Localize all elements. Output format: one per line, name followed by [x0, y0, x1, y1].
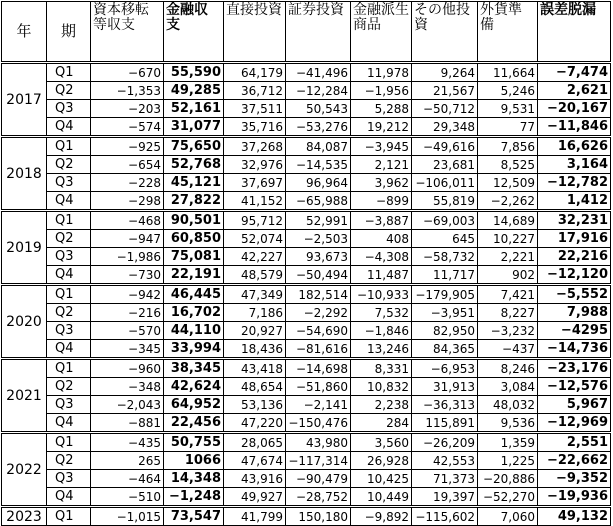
- capital-account-cell: −574: [91, 118, 164, 137]
- reserve-assets-cell: 14,689: [478, 211, 538, 230]
- errors-omissions-cell: −7,474: [538, 63, 611, 82]
- errors-omissions-cell: −14,736: [538, 340, 611, 359]
- capital-account-cell: −203: [91, 100, 164, 118]
- other-investment-cell: 115,891: [412, 414, 478, 433]
- table-row: [2, 396, 611, 414]
- direct-investment-cell: 37,697: [224, 174, 286, 192]
- derivatives-cell: 284: [351, 414, 412, 433]
- table-row: [2, 322, 611, 340]
- other-investment-cell: 84,365: [412, 340, 478, 359]
- direct-investment-cell: 47,220: [224, 414, 286, 433]
- financial-account-cell: 38,345: [164, 359, 224, 378]
- derivatives-cell: 10,449: [351, 488, 412, 507]
- capital-account-cell: −942: [91, 285, 164, 304]
- errors-omissions-cell: −22,662: [538, 452, 611, 470]
- header-financial-account: 金融収支: [164, 2, 224, 63]
- derivatives-cell: 11,978: [351, 63, 412, 82]
- other-investment-cell: −6,953: [412, 359, 478, 378]
- quarter-cell: Q4: [47, 118, 91, 137]
- direct-investment-cell: 43,418: [224, 359, 286, 378]
- derivatives-cell: 408: [351, 230, 412, 248]
- table-row: [2, 82, 611, 100]
- financial-account-cell: 27,822: [164, 192, 224, 211]
- other-investment-cell: −36,313: [412, 396, 478, 414]
- year-cell: 2020: [2, 285, 47, 359]
- quarter-cell: Q3: [47, 100, 91, 118]
- financial-account-cell: 75,650: [164, 137, 224, 156]
- portfolio-investment-cell: −51,860: [286, 378, 351, 396]
- financial-account-cell: 45,121: [164, 174, 224, 192]
- reserve-assets-cell: 9,536: [478, 414, 538, 433]
- capital-account-cell: 265: [91, 452, 164, 470]
- table-row: [2, 470, 611, 488]
- quarter-cell: Q1: [47, 433, 91, 452]
- quarter-cell: Q3: [47, 248, 91, 266]
- reserve-assets-cell: 1,225: [478, 452, 538, 470]
- table-row: [2, 340, 611, 359]
- table-row: [2, 156, 611, 174]
- direct-investment-cell: 41,152: [224, 192, 286, 211]
- quarter-cell: Q1: [47, 285, 91, 304]
- table-row: [2, 488, 611, 507]
- errors-omissions-cell: 22,216: [538, 248, 611, 266]
- financial-account-cell: 33,994: [164, 340, 224, 359]
- reserve-assets-cell: 7,421: [478, 285, 538, 304]
- other-investment-cell: 21,567: [412, 82, 478, 100]
- year-cell: 2021: [2, 359, 47, 433]
- other-investment-cell: −58,732: [412, 248, 478, 266]
- errors-omissions-cell: 17,916: [538, 230, 611, 248]
- errors-omissions-cell: 2,621: [538, 82, 611, 100]
- header-capital-account: 資本移転等収支: [91, 2, 164, 63]
- quarter-cell: Q4: [47, 414, 91, 433]
- errors-omissions-cell: 7,988: [538, 304, 611, 322]
- other-investment-cell: 42,553: [412, 452, 478, 470]
- header-direct-investment: 直接投資: [224, 2, 286, 63]
- financial-account-cell: 90,501: [164, 211, 224, 230]
- derivatives-cell: 7,532: [351, 304, 412, 322]
- other-investment-cell: 71,373: [412, 470, 478, 488]
- year-cell: 2018: [2, 137, 47, 211]
- portfolio-investment-cell: −54,690: [286, 322, 351, 340]
- portfolio-investment-cell: −50,494: [286, 266, 351, 285]
- errors-omissions-cell: −12,120: [538, 266, 611, 285]
- financial-account-cell: 44,110: [164, 322, 224, 340]
- table-row: [2, 378, 611, 396]
- reserve-assets-cell: 3,084: [478, 378, 538, 396]
- reserve-assets-cell: 7,060: [478, 507, 538, 526]
- other-investment-cell: 82,950: [412, 322, 478, 340]
- errors-omissions-cell: 32,231: [538, 211, 611, 230]
- financial-account-cell: 64,952: [164, 396, 224, 414]
- reserve-assets-cell: −52,270: [478, 488, 538, 507]
- reserve-assets-cell: 8,525: [478, 156, 538, 174]
- table-row: [2, 433, 611, 452]
- portfolio-investment-cell: 96,964: [286, 174, 351, 192]
- portfolio-investment-cell: −2,292: [286, 304, 351, 322]
- other-investment-cell: −3,951: [412, 304, 478, 322]
- errors-omissions-cell: 2,551: [538, 433, 611, 452]
- reserve-assets-cell: 11,664: [478, 63, 538, 82]
- financial-account-cell: 73,547: [164, 507, 224, 526]
- financial-account-cell: −1,248: [164, 488, 224, 507]
- portfolio-investment-cell: −65,988: [286, 192, 351, 211]
- errors-omissions-cell: −12,969: [538, 414, 611, 433]
- table-row: [2, 63, 611, 82]
- year-cell: 2023: [2, 507, 47, 526]
- other-investment-cell: −106,011: [412, 174, 478, 192]
- quarter-cell: Q1: [47, 507, 91, 526]
- other-investment-cell: −50,712: [412, 100, 478, 118]
- direct-investment-cell: 32,976: [224, 156, 286, 174]
- portfolio-investment-cell: −2,503: [286, 230, 351, 248]
- errors-omissions-cell: −23,176: [538, 359, 611, 378]
- capital-account-cell: −2,043: [91, 396, 164, 414]
- capital-account-cell: −345: [91, 340, 164, 359]
- other-investment-cell: −179,905: [412, 285, 478, 304]
- other-investment-cell: 11,717: [412, 266, 478, 285]
- header-quarter: 期: [47, 2, 91, 63]
- table-row: [2, 137, 611, 156]
- direct-investment-cell: 49,927: [224, 488, 286, 507]
- quarter-cell: Q4: [47, 488, 91, 507]
- derivatives-cell: −899: [351, 192, 412, 211]
- reserve-assets-cell: 77: [478, 118, 538, 137]
- header-year: 年: [2, 2, 47, 63]
- year-cell: 2017: [2, 63, 47, 137]
- table-row: [2, 359, 611, 378]
- table-row: [2, 452, 611, 470]
- financial-account-cell: 31,077: [164, 118, 224, 137]
- portfolio-investment-cell: 93,673: [286, 248, 351, 266]
- financial-account-cell: 14,348: [164, 470, 224, 488]
- other-investment-cell: −69,003: [412, 211, 478, 230]
- errors-omissions-cell: −12,782: [538, 174, 611, 192]
- errors-omissions-cell: −5,552: [538, 285, 611, 304]
- header-portfolio-investment: 証券投資: [286, 2, 351, 63]
- header-errors-omissions: 誤差脱漏: [538, 2, 611, 63]
- direct-investment-cell: 36,712: [224, 82, 286, 100]
- reserve-assets-cell: 8,227: [478, 304, 538, 322]
- financial-account-cell: 46,445: [164, 285, 224, 304]
- financial-account-cell: 60,850: [164, 230, 224, 248]
- direct-investment-cell: 28,065: [224, 433, 286, 452]
- portfolio-investment-cell: −117,314: [286, 452, 351, 470]
- financial-account-cell: 22,191: [164, 266, 224, 285]
- portfolio-investment-cell: −53,276: [286, 118, 351, 137]
- table-row: [2, 211, 611, 230]
- year-cell: 2019: [2, 211, 47, 285]
- derivatives-cell: 19,212: [351, 118, 412, 137]
- capital-account-cell: −881: [91, 414, 164, 433]
- direct-investment-cell: 35,716: [224, 118, 286, 137]
- quarter-cell: Q1: [47, 359, 91, 378]
- reserve-assets-cell: 5,246: [478, 82, 538, 100]
- direct-investment-cell: 42,227: [224, 248, 286, 266]
- derivatives-cell: 11,487: [351, 266, 412, 285]
- direct-investment-cell: 7,186: [224, 304, 286, 322]
- capital-account-cell: −730: [91, 266, 164, 285]
- portfolio-investment-cell: 182,514: [286, 285, 351, 304]
- other-investment-cell: −26,209: [412, 433, 478, 452]
- direct-investment-cell: 37,268: [224, 137, 286, 156]
- portfolio-investment-cell: −150,476: [286, 414, 351, 433]
- derivatives-cell: 2,121: [351, 156, 412, 174]
- errors-omissions-cell: −9,352: [538, 470, 611, 488]
- other-investment-cell: 9,264: [412, 63, 478, 82]
- capital-account-cell: −298: [91, 192, 164, 211]
- reserve-assets-cell: −3,232: [478, 322, 538, 340]
- derivatives-cell: 8,331: [351, 359, 412, 378]
- portfolio-investment-cell: −90,479: [286, 470, 351, 488]
- derivatives-cell: −1,846: [351, 322, 412, 340]
- derivatives-cell: 10,425: [351, 470, 412, 488]
- direct-investment-cell: 37,511: [224, 100, 286, 118]
- year-cell: 2022: [2, 433, 47, 507]
- other-investment-cell: 55,819: [412, 192, 478, 211]
- quarter-cell: Q2: [47, 82, 91, 100]
- derivatives-cell: 5,288: [351, 100, 412, 118]
- table-body: [2, 63, 611, 526]
- portfolio-investment-cell: −14,535: [286, 156, 351, 174]
- quarter-cell: Q3: [47, 470, 91, 488]
- header-reserve-assets: 外貨準備: [478, 2, 538, 63]
- capital-account-cell: −570: [91, 322, 164, 340]
- financial-account-cell: 42,624: [164, 378, 224, 396]
- derivatives-cell: −9,892: [351, 507, 412, 526]
- capital-account-cell: −435: [91, 433, 164, 452]
- direct-investment-cell: 20,927: [224, 322, 286, 340]
- quarter-cell: Q4: [47, 340, 91, 359]
- capital-account-cell: −464: [91, 470, 164, 488]
- portfolio-investment-cell: −28,752: [286, 488, 351, 507]
- errors-omissions-cell: −4295: [538, 322, 611, 340]
- portfolio-investment-cell: 150,180: [286, 507, 351, 526]
- table-row: [2, 507, 611, 526]
- financial-account-cell: 55,590: [164, 63, 224, 82]
- table-row: [2, 304, 611, 322]
- quarter-cell: Q2: [47, 156, 91, 174]
- derivatives-cell: −3,945: [351, 137, 412, 156]
- portfolio-investment-cell: 50,543: [286, 100, 351, 118]
- capital-account-cell: −947: [91, 230, 164, 248]
- financial-account-cell: 50,755: [164, 433, 224, 452]
- quarter-cell: Q1: [47, 211, 91, 230]
- other-investment-cell: 29,348: [412, 118, 478, 137]
- quarter-cell: Q2: [47, 452, 91, 470]
- financial-account-cell: 52,161: [164, 100, 224, 118]
- header-other-investment: その他投資: [412, 2, 478, 63]
- derivatives-cell: 13,246: [351, 340, 412, 359]
- derivatives-cell: −4,308: [351, 248, 412, 266]
- quarter-cell: Q2: [47, 230, 91, 248]
- portfolio-investment-cell: 52,991: [286, 211, 351, 230]
- derivatives-cell: −3,887: [351, 211, 412, 230]
- derivatives-cell: 10,832: [351, 378, 412, 396]
- header-financial-derivatives: 金融派生商品: [351, 2, 412, 63]
- capital-account-cell: −1,353: [91, 82, 164, 100]
- financial-account-cell: 22,456: [164, 414, 224, 433]
- errors-omissions-cell: 16,626: [538, 137, 611, 156]
- derivatives-cell: −1,956: [351, 82, 412, 100]
- financial-account-cell: 49,285: [164, 82, 224, 100]
- errors-omissions-cell: −12,576: [538, 378, 611, 396]
- table-row: [2, 285, 611, 304]
- derivatives-cell: −10,933: [351, 285, 412, 304]
- other-investment-cell: 31,913: [412, 378, 478, 396]
- other-investment-cell: 19,397: [412, 488, 478, 507]
- table-row: [2, 266, 611, 285]
- direct-investment-cell: 43,916: [224, 470, 286, 488]
- quarter-cell: Q4: [47, 192, 91, 211]
- derivatives-cell: 3,962: [351, 174, 412, 192]
- table-row: [2, 100, 611, 118]
- portfolio-investment-cell: −2,141: [286, 396, 351, 414]
- capital-account-cell: −228: [91, 174, 164, 192]
- quarter-cell: Q4: [47, 266, 91, 285]
- derivatives-cell: 26,928: [351, 452, 412, 470]
- direct-investment-cell: 18,436: [224, 340, 286, 359]
- other-investment-cell: −115,602: [412, 507, 478, 526]
- direct-investment-cell: 41,799: [224, 507, 286, 526]
- balance-of-payments-table: [1, 1, 611, 526]
- portfolio-investment-cell: −81,616: [286, 340, 351, 359]
- direct-investment-cell: 47,349: [224, 285, 286, 304]
- reserve-assets-cell: 10,227: [478, 230, 538, 248]
- derivatives-cell: 3,560: [351, 433, 412, 452]
- quarter-cell: Q3: [47, 322, 91, 340]
- errors-omissions-cell: 5,967: [538, 396, 611, 414]
- financial-account-cell: 16,702: [164, 304, 224, 322]
- reserve-assets-cell: 2,221: [478, 248, 538, 266]
- quarter-cell: Q3: [47, 174, 91, 192]
- financial-account-cell: 52,768: [164, 156, 224, 174]
- financial-account-cell: 75,081: [164, 248, 224, 266]
- capital-account-cell: −654: [91, 156, 164, 174]
- direct-investment-cell: 95,712: [224, 211, 286, 230]
- quarter-cell: Q2: [47, 304, 91, 322]
- portfolio-investment-cell: 43,980: [286, 433, 351, 452]
- table-row: [2, 174, 611, 192]
- table-row: [2, 414, 611, 433]
- reserve-assets-cell: −437: [478, 340, 538, 359]
- errors-omissions-cell: −11,846: [538, 118, 611, 137]
- capital-account-cell: −960: [91, 359, 164, 378]
- other-investment-cell: −49,616: [412, 137, 478, 156]
- capital-account-cell: −348: [91, 378, 164, 396]
- capital-account-cell: −468: [91, 211, 164, 230]
- other-investment-cell: 23,681: [412, 156, 478, 174]
- table-row: [2, 248, 611, 266]
- reserve-assets-cell: −20,886: [478, 470, 538, 488]
- direct-investment-cell: 48,579: [224, 266, 286, 285]
- errors-omissions-cell: −19,936: [538, 488, 611, 507]
- direct-investment-cell: 48,654: [224, 378, 286, 396]
- direct-investment-cell: 47,674: [224, 452, 286, 470]
- direct-investment-cell: 52,074: [224, 230, 286, 248]
- reserve-assets-cell: 7,856: [478, 137, 538, 156]
- table-row: [2, 192, 611, 211]
- reserve-assets-cell: 12,509: [478, 174, 538, 192]
- reserve-assets-cell: 48,032: [478, 396, 538, 414]
- quarter-cell: Q1: [47, 137, 91, 156]
- direct-investment-cell: 53,136: [224, 396, 286, 414]
- financial-account-cell: 1066: [164, 452, 224, 470]
- errors-omissions-cell: 3,164: [538, 156, 611, 174]
- quarter-cell: Q1: [47, 63, 91, 82]
- portfolio-investment-cell: −14,698: [286, 359, 351, 378]
- errors-omissions-cell: 49,132: [538, 507, 611, 526]
- portfolio-investment-cell: −41,496: [286, 63, 351, 82]
- other-investment-cell: 645: [412, 230, 478, 248]
- reserve-assets-cell: 9,531: [478, 100, 538, 118]
- derivatives-cell: 2,238: [351, 396, 412, 414]
- quarter-cell: Q2: [47, 378, 91, 396]
- capital-account-cell: −670: [91, 63, 164, 82]
- table-row: [2, 230, 611, 248]
- capital-account-cell: −510: [91, 488, 164, 507]
- quarter-cell: Q3: [47, 396, 91, 414]
- table-row: [2, 118, 611, 137]
- capital-account-cell: −1,015: [91, 507, 164, 526]
- portfolio-investment-cell: −12,284: [286, 82, 351, 100]
- header-row: [2, 2, 611, 63]
- capital-account-cell: −1,986: [91, 248, 164, 266]
- capital-account-cell: −216: [91, 304, 164, 322]
- errors-omissions-cell: 1,412: [538, 192, 611, 211]
- reserve-assets-cell: 1,359: [478, 433, 538, 452]
- direct-investment-cell: 64,179: [224, 63, 286, 82]
- portfolio-investment-cell: 84,087: [286, 137, 351, 156]
- capital-account-cell: −925: [91, 137, 164, 156]
- errors-omissions-cell: −20,167: [538, 100, 611, 118]
- reserve-assets-cell: −2,262: [478, 192, 538, 211]
- reserve-assets-cell: 8,246: [478, 359, 538, 378]
- reserve-assets-cell: 902: [478, 266, 538, 285]
